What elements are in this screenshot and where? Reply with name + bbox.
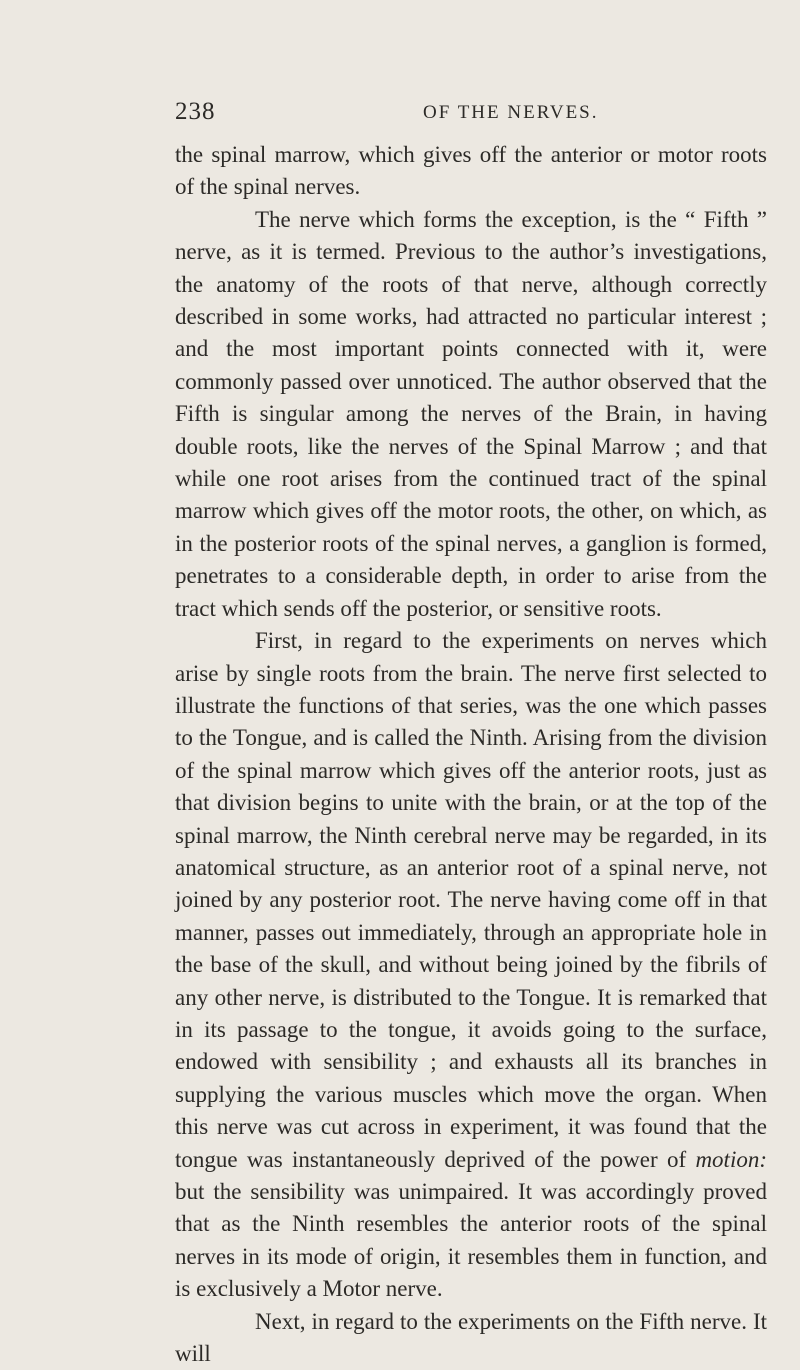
emphasis-motion: motion: — [695, 1146, 767, 1172]
paragraph-continuation: the spinal marrow, which gives off the anterior or motor roots of the spinal nerves. — [175, 142, 767, 200]
paragraph-next-fifth-nerve: Next, in regard to the experiments on the Fifth nerve. It will — [175, 1308, 767, 1367]
paragraph-fifth-nerve-exception: The nerve which forms the exception, is the “ Fifth ” nerve, as it is termed. Previous to the author’s investigations, the anatomy of the roots of that nerve, although correctly described in some works, had attracted no particular interest ; and the most important points connected with it, were commonly passed over unnoticed. The author observed that the Fifth is singular among the nerves of the Brain, in having double roots, like the nerves of the Spinal Marrow ; and that while one root arises from the continued tract of the spinal marrow which gives off the motor roots, the other, on which, as in the posterior roots of the spinal nerves, a ganglion is formed, penetrates to a considerable depth, in order to arise from the tract which sends off the posterior, or sensitive roots. — [175, 206, 767, 621]
paragraph-text-before-emphasis: First, in regard to the experiments on nerves which arise by single roots from the brain. The nerve first selected to illustrate the functions of that series, was the one which passes to the Tongue, and is called the Ninth. Arising from the division of the spinal marrow which gives off the anterior roots, just as that division begins to unite with the brain, or at the top of the spinal marrow, the Ninth cerebral nerve may be regarded, in its anatomical structure, as an anterior root of a spinal nerve, not joined by any posterior root. The nerve having come off in that manner, passes out immediately, through an appropriate hole in the base of the skull, and without being joined by the fibrils of any other nerve, is distributed to the Tongue. It is remarked that in its passage to the tongue, it avoids going to the surface, endowed with sensibility ; and exhausts all its branches in supplying the various muscles which move the organ. When this nerve was cut across in experiment, it was found that the tongue was instantaneously deprived of the power of — [175, 628, 767, 1172]
body-text — [175, 139, 767, 1370]
running-title: OF THE NERVES. — [423, 102, 599, 123]
page-number: 238 — [175, 98, 216, 125]
paragraph-text-after-emphasis: but the sensibility was unimpaired. It was accordingly proved that as the Ninth resembles the anterior roots of the spinal nerves in its mode of origin, it resembles them in function, and is exclusively a Motor nerve. — [175, 1179, 767, 1302]
running-head — [175, 98, 765, 132]
paragraph-ninth-nerve-experiments — [175, 625, 767, 1306]
